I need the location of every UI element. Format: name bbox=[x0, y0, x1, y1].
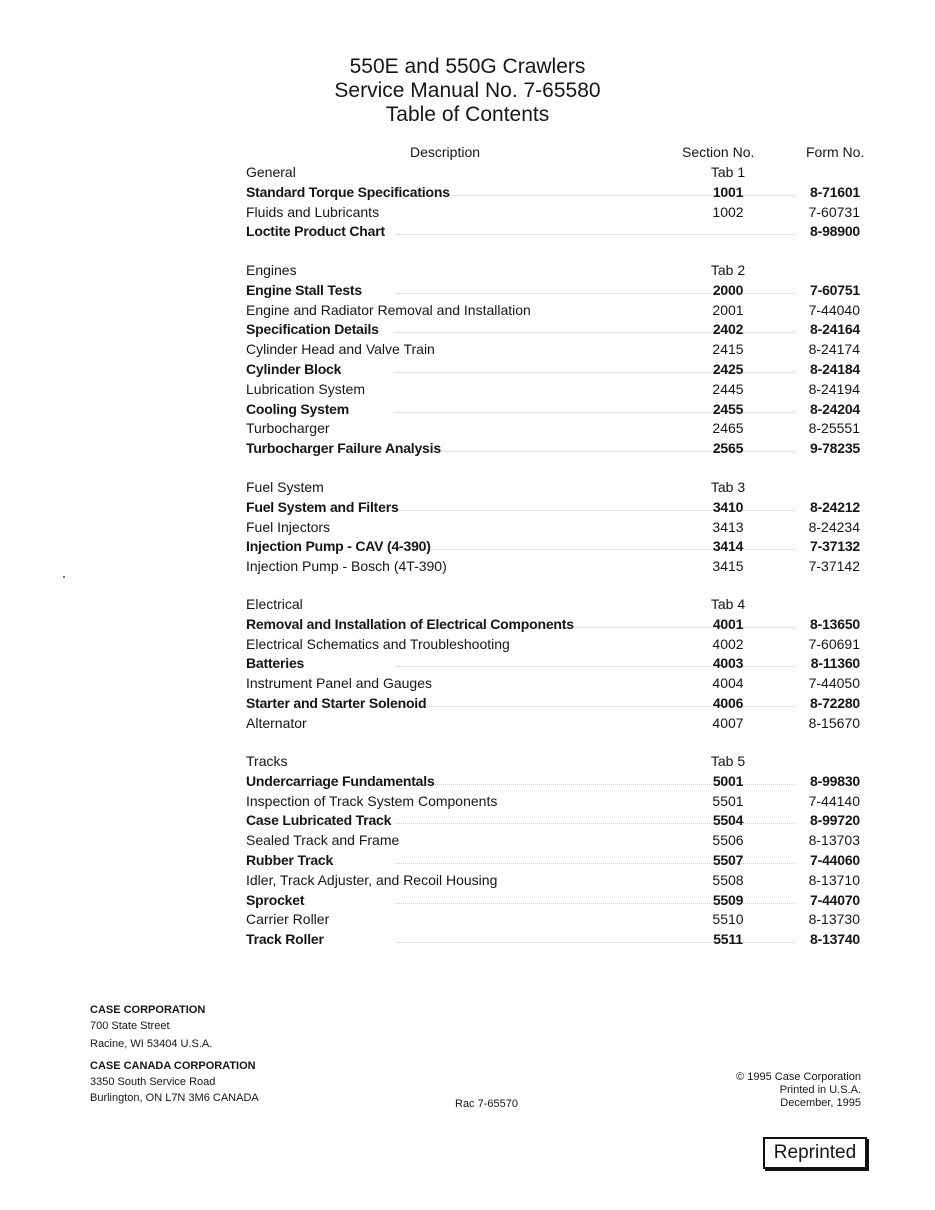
toc-form-number: 8-24164 bbox=[810, 321, 860, 338]
toc-form-number: 8-13730 bbox=[808, 911, 860, 928]
toc-section-number: 4006 bbox=[712, 695, 744, 711]
toc-row bbox=[246, 418, 866, 438]
toc-row bbox=[246, 182, 866, 202]
toc-row bbox=[246, 202, 866, 222]
toc-description: Injection Pump - CAV (4-390) bbox=[246, 538, 431, 555]
toc-form-number: 8-24204 bbox=[810, 400, 860, 417]
toc-description: Lubrication System bbox=[246, 380, 366, 397]
toc-row bbox=[246, 653, 866, 673]
toc-description: Instrument Panel and Gauges bbox=[246, 675, 433, 692]
section-name: Engines bbox=[246, 262, 297, 278]
toc-description: Removal and Installation of Electrical Components bbox=[246, 615, 574, 632]
toc-form-number: 9-78235 bbox=[810, 440, 860, 457]
toc-description: Fluids and Lubricants bbox=[246, 203, 380, 220]
case-canada-street: 3350 South Service Road bbox=[90, 1076, 216, 1088]
toc-description: Sprocket bbox=[246, 891, 305, 908]
toc-row bbox=[246, 929, 866, 949]
toc-section-number: 5506 bbox=[712, 832, 744, 849]
toc-row bbox=[246, 438, 866, 458]
case-canada-city: Burlington, ON L7N 3M6 CANADA bbox=[90, 1092, 259, 1104]
column-header-section: Section No. bbox=[682, 144, 755, 160]
toc-form-number: 7-60691 bbox=[808, 635, 860, 652]
section-tab: Tab 5 bbox=[710, 753, 746, 769]
toc-form-number: 8-13740 bbox=[810, 931, 860, 948]
toc-row bbox=[246, 673, 866, 693]
toc-section-number: 5508 bbox=[712, 871, 744, 888]
section-tab: Tab 1 bbox=[710, 164, 746, 180]
toc-description: Idler, Track Adjuster, and Recoil Housing bbox=[246, 871, 498, 888]
reprinted-stamp: Reprinted bbox=[763, 1137, 867, 1169]
toc-description: Turbocharger bbox=[246, 420, 330, 437]
scan-speck bbox=[63, 576, 65, 578]
toc-section-number: 2402 bbox=[712, 321, 744, 338]
toc-row bbox=[246, 319, 866, 339]
toc-row bbox=[246, 280, 866, 300]
toc-form-number: 8-13710 bbox=[808, 871, 860, 888]
section-heading bbox=[246, 477, 866, 497]
toc-row bbox=[246, 634, 866, 654]
toc-section-number: 4007 bbox=[712, 714, 744, 731]
toc-row bbox=[246, 693, 866, 713]
toc-row bbox=[246, 791, 866, 811]
toc-form-number: 7-44070 bbox=[810, 891, 860, 908]
toc-description: Engine and Radiator Removal and Installation bbox=[246, 301, 531, 318]
toc-row bbox=[246, 536, 866, 556]
toc-form-number: 8-13650 bbox=[810, 615, 860, 632]
toc-description: Inspection of Track System Components bbox=[246, 792, 498, 809]
toc-form-number: 7-60731 bbox=[808, 203, 860, 220]
toc-description: Fuel Injectors bbox=[246, 518, 331, 535]
toc-row bbox=[246, 810, 866, 830]
rac-number: Rac 7-65570 bbox=[455, 1098, 518, 1110]
section-heading bbox=[246, 260, 866, 280]
toc-form-number: 7-44140 bbox=[808, 792, 860, 809]
toc-section-number: 4004 bbox=[712, 675, 744, 692]
toc-section-number: 3414 bbox=[712, 538, 744, 555]
toc-row bbox=[246, 497, 866, 517]
toc-section-number: 1001 bbox=[712, 183, 744, 200]
toc-section-number: 2565 bbox=[712, 440, 744, 457]
toc-row bbox=[246, 771, 866, 791]
toc-section-number: 5510 bbox=[712, 911, 744, 928]
case-corporation-street: 700 State Street bbox=[90, 1020, 170, 1032]
toc-section-number: 2000 bbox=[712, 281, 744, 298]
toc-description: Cooling System bbox=[246, 400, 349, 417]
toc-form-number: 8-15670 bbox=[808, 714, 860, 731]
toc-description: Batteries bbox=[246, 655, 305, 672]
toc-row bbox=[246, 517, 866, 537]
section-name: Fuel System bbox=[246, 479, 324, 495]
toc-row bbox=[246, 614, 866, 634]
toc-description: Starter and Starter Solenoid bbox=[246, 695, 427, 711]
title-line-3: Table of Contents bbox=[385, 103, 550, 126]
toc-description: Undercarriage Fundamentals bbox=[246, 772, 435, 789]
case-canada-address bbox=[90, 1058, 259, 1106]
toc-description: Alternator bbox=[246, 714, 307, 731]
toc-section-number: 2455 bbox=[712, 400, 744, 417]
toc-description: Engine Stall Tests bbox=[246, 281, 362, 298]
toc-form-number: 7-44040 bbox=[808, 301, 860, 318]
copyright-block bbox=[736, 1071, 861, 1110]
toc-form-number: 7-44050 bbox=[808, 675, 860, 692]
case-corporation-name: CASE CORPORATION bbox=[90, 1004, 206, 1016]
toc-row bbox=[246, 300, 866, 320]
toc-section-number: 5507 bbox=[712, 852, 744, 868]
title-line-2: Service Manual No. 7-65580 bbox=[334, 79, 601, 102]
toc-form-number: 8-71601 bbox=[810, 183, 860, 200]
toc-section-number: 5509 bbox=[712, 891, 744, 908]
toc-description: Specification Details bbox=[246, 321, 379, 338]
toc-row bbox=[246, 359, 866, 379]
toc-section-number: 2425 bbox=[712, 361, 744, 377]
toc-row bbox=[246, 221, 866, 241]
section-heading bbox=[246, 594, 866, 614]
toc-row bbox=[246, 870, 866, 890]
toc-section-number: 4003 bbox=[712, 655, 744, 672]
toc-section-number: 3410 bbox=[712, 498, 744, 515]
toc-form-number: 8-24184 bbox=[810, 361, 860, 377]
toc-description: Standard Torque Specifications bbox=[246, 183, 450, 200]
toc-section-number: 1002 bbox=[712, 203, 744, 220]
copyright-notice: © 1995 Case Corporation bbox=[736, 1071, 861, 1083]
toc-description: Rubber Track bbox=[246, 852, 334, 868]
toc-form-number: 8-99720 bbox=[810, 812, 860, 829]
toc-row bbox=[246, 339, 866, 359]
toc-section-number: 5501 bbox=[712, 792, 744, 809]
toc-section-number: 5511 bbox=[713, 931, 743, 948]
section-name: Tracks bbox=[246, 753, 288, 769]
case-corporation-city: Racine, WI 53404 U.S.A. bbox=[90, 1038, 213, 1050]
section-heading bbox=[246, 751, 866, 771]
toc-row bbox=[246, 399, 866, 419]
toc-form-number: 8-24194 bbox=[808, 380, 860, 397]
toc-description: Sealed Track and Frame bbox=[246, 832, 400, 849]
section-name: General bbox=[246, 164, 296, 180]
toc-section-number: 2001 bbox=[712, 301, 744, 318]
toc-section-number: 5001 bbox=[712, 772, 744, 789]
toc-description: Turbocharger Failure Analysis bbox=[246, 440, 441, 457]
toc-form-number: 8-25551 bbox=[808, 420, 860, 437]
toc-section-number: 3415 bbox=[712, 558, 744, 575]
toc-section-number: 5504 bbox=[712, 812, 744, 829]
toc-description: Carrier Roller bbox=[246, 911, 330, 928]
toc-section-number: 2465 bbox=[712, 420, 744, 437]
toc-form-number: 8-13703 bbox=[808, 832, 860, 849]
toc-description: Fuel System and Filters bbox=[246, 498, 399, 515]
section-heading bbox=[246, 162, 866, 182]
toc-form-number: 7-37142 bbox=[808, 558, 860, 575]
toc-row bbox=[246, 890, 866, 910]
section-tab: Tab 3 bbox=[710, 479, 746, 495]
toc-form-number: 7-60751 bbox=[810, 281, 860, 298]
printed-in: Printed in U.S.A. bbox=[779, 1084, 861, 1096]
toc-row bbox=[246, 850, 866, 870]
toc-form-number: 8-72280 bbox=[810, 695, 860, 711]
toc-form-number: 7-44060 bbox=[810, 852, 860, 868]
title-line-1: 550E and 550G Crawlers bbox=[349, 55, 586, 78]
column-header-form: Form No. bbox=[806, 144, 865, 160]
toc-section-number: 3413 bbox=[712, 518, 744, 535]
section-tab: Tab 4 bbox=[710, 596, 746, 612]
toc-row bbox=[246, 379, 866, 399]
toc-section-number: 4002 bbox=[712, 635, 744, 652]
section-name: Electrical bbox=[246, 596, 303, 612]
toc-description: Case Lubricated Track bbox=[246, 812, 392, 829]
toc-section-number: 4001 bbox=[712, 615, 744, 632]
toc-section-number: 2415 bbox=[712, 341, 744, 358]
toc-form-number: 8-24174 bbox=[808, 341, 860, 358]
toc-description: Electrical Schematics and Troubleshooting bbox=[246, 635, 510, 652]
section-tab: Tab 2 bbox=[710, 262, 746, 278]
toc-row bbox=[246, 830, 866, 850]
case-canada-name: CASE CANADA CORPORATION bbox=[90, 1060, 256, 1072]
toc-description: Cylinder Head and Valve Train bbox=[246, 341, 435, 358]
print-date: December, 1995 bbox=[780, 1097, 861, 1109]
toc-form-number: 8-24234 bbox=[808, 518, 860, 535]
toc-description: Cylinder Block bbox=[246, 361, 342, 377]
toc-description: Track Roller bbox=[246, 931, 324, 948]
toc-description: Injection Pump - Bosch (4T-390) bbox=[246, 558, 447, 575]
toc-section-number: 2445 bbox=[712, 380, 744, 397]
case-corporation-address bbox=[90, 1002, 212, 1052]
toc-form-number: 8-24212 bbox=[810, 498, 860, 515]
toc-form-number: 8-11360 bbox=[810, 655, 860, 672]
toc-row bbox=[246, 909, 866, 929]
column-header-description: Description bbox=[410, 144, 481, 160]
toc-row bbox=[246, 713, 866, 733]
toc-form-number: 8-99830 bbox=[810, 772, 860, 789]
toc-form-number: 8-98900 bbox=[810, 223, 860, 240]
toc-description: Loctite Product Chart bbox=[246, 223, 385, 240]
toc-form-number: 7-37132 bbox=[810, 538, 860, 555]
toc-row bbox=[246, 556, 866, 576]
